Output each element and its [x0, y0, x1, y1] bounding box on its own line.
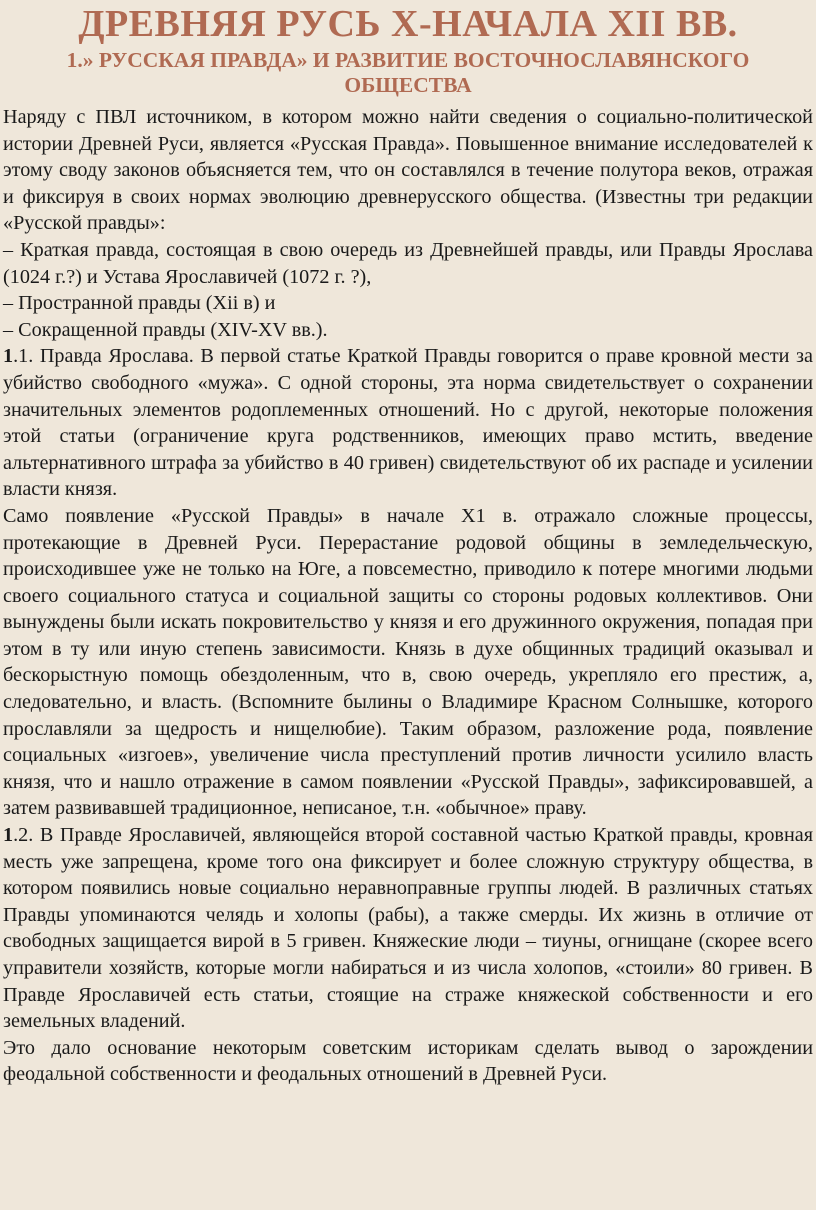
section-1-2-paragraph [3, 822, 813, 1035]
section-1-2-text: .2. В Правде Ярославичей, являющейся второй составной частью Краткой правды, кровная месть уже запрещена, кроме того она фиксирует и более сложную структуру общества, в котором появились новые социально неравноправные группы людей. В различных статьях Правды упоминаются челядь и холопы (рабы), а также смерды. Их жизнь в отличие от свободных защищается вирой в 5 гривен. Княжеские люди – тиуны, огнищане (скорее всего управители хозяйств, которые могли набираться и из числа холопов, «стоили» 80 гривен. В Правде Ярославичей есть статьи, стоящие на страже княжеской собственности и его земельных владений. [3, 824, 813, 1033]
document-body [3, 104, 813, 1088]
page-title: ДРЕВНЯЯ РУСЬ X-НАЧАЛА XII ВВ. [78, 3, 738, 45]
section-1-1-text: .1. Правда Ярослава. В первой статье Краткой Правды говорится о праве кровной мести за убийство свободного «мужа». С одной стороны, эта норма свидетельствует о сохранении значительных элементов родоплеменных отношений. Но с другой, некоторые положения этой статьи (ограничение круга родственников, имеющих право мстить, введение альтернативного штрафа за убийство в 40 гривен) свидетельствуют об их распаде и усилении власти князя. [3, 345, 813, 501]
section-1-1-number: 1 [3, 345, 14, 368]
page-subtitle: 1.» РУССКАЯ ПРАВДА» И РАЗВИТИЕ ВОСТОЧНОСЛАВЯНСКОГО ОБЩЕСТВА [66, 48, 750, 97]
list-item-short-pravda: – Краткая правда, состоящая в свою очередь из Древнейшей правды, или Правды Ярослава (1024 г.?) и Устава Ярославичей (1072 г. ?), [3, 238, 813, 288]
list-item-abridged-pravda: – Сокращенной правды (XIV-XV вв.). [3, 318, 328, 341]
conclusion-paragraph: Это дало основание некоторым советским историкам сделать вывод о зарождении феодальной собственности и феодальных отношений в Древней Руси. [3, 1036, 813, 1086]
section-1-1-paragraph [3, 343, 813, 503]
section-1-2-number: 1 [3, 824, 14, 847]
paragraph-russkaya-pravda-origin: Само появление «Русской Правды» в начале Х1 в. отражало сложные процессы, протекающие в Древней Руси. Перерастание родовой общины в земледельческую, происходившее уже не только на Юге, а повсеместно, приводило к потере многими людьми своего социального статуса и социальной защиты со стороны родовых коллективов. Они вынуждены были искать покровительство у князя и его дружинного окружения, попадая при этом в ту или иную степень зависимости. Князь в духе общинных традиций оказывал и бескорыстную помощь обездоленным, что в, свою очередь, укрепляло его престиж, а, следовательно, и власть. (Вспомните былины о Владимире Красном Солнышке, которого прославляли за щедрость и нищелюбие). Таким образом, разложение рода, появление социальных «изгоев», увеличение числа преступлений против личности усилило власть князя, что и нашло отражение в самом появлении «Русской Правды», зафиксировавшей, а затем развивавшей традиционное, неписаное, т.н. «обычное» праву. [3, 504, 813, 820]
intro-paragraph: Наряду с ПВЛ источником, в котором можно найти сведения о социально-политической истории Древней Руси, является «Русская Правда». Повышенное внимание исследователей к этому своду законов объясняется тем, что он составлялся в течение полутора веков, отражая и фиксируя в своих нормах эволюцию древнерусского общества. (Известны три редакции «Русской правды»: [3, 106, 813, 235]
list-item-extended-pravda: – Пространной правды (Xii в) и [3, 292, 276, 315]
